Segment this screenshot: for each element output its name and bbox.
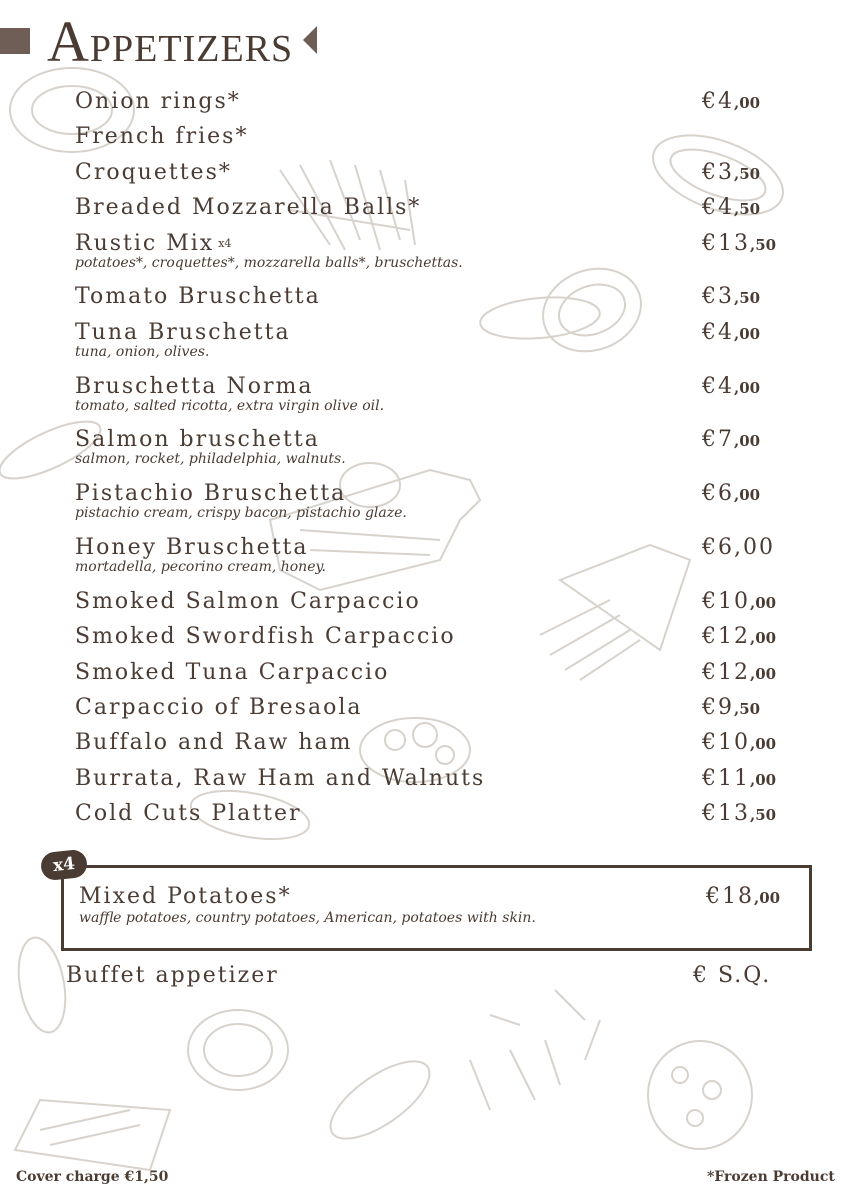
- item-name: Buffalo and Raw ham: [75, 730, 353, 755]
- menu-item: [75, 801, 775, 827]
- price-cents: ,00: [750, 629, 777, 647]
- menu-item: [75, 427, 775, 467]
- buffet-item-price: € S.Q.: [693, 963, 772, 988]
- item-price: [702, 231, 776, 258]
- price-cents: ,50: [734, 700, 761, 718]
- menu-item: [75, 535, 775, 575]
- item-price: [702, 427, 760, 454]
- page-title-rest: PPETIZERS: [89, 28, 294, 70]
- price-main: €3: [702, 160, 734, 185]
- item-name: Honey Bruschetta: [75, 535, 309, 560]
- item-name: Burrata, Raw Ham and Walnuts: [75, 766, 486, 791]
- price-main: €13: [702, 231, 750, 256]
- title-arrow-icon: [303, 26, 317, 54]
- buffet-item-name: Buffet appetizer: [66, 963, 279, 988]
- item-name: Pistachio Bruschetta: [75, 481, 347, 506]
- menu-item: [75, 481, 775, 521]
- item-price: [702, 481, 760, 508]
- featured-item-price: [706, 884, 780, 911]
- header-accent-bar: [0, 28, 30, 54]
- item-price: [702, 660, 776, 687]
- pickle-sketch: [319, 1047, 442, 1153]
- price-main: €4: [702, 320, 734, 345]
- menu-item: [75, 695, 775, 721]
- item-price: [702, 730, 776, 757]
- item-description: salmon, rocket, philadelphia, walnuts.: [75, 451, 346, 467]
- price-cents: ,50: [750, 236, 777, 254]
- price-cents: ,00: [734, 486, 761, 504]
- item-name-text: Rustic Mix: [75, 231, 215, 256]
- quantity-badge: x4: [40, 849, 89, 882]
- item-name: Tomato Bruschetta: [75, 284, 321, 309]
- item-name: Smoked Tuna Carpaccio: [75, 660, 390, 685]
- board-fries-sketch: [15, 1100, 170, 1170]
- menu-item: [75, 660, 775, 686]
- price-cents: ,00: [734, 379, 761, 397]
- item-description: pistachio cream, crispy bacon, pistachio glaze.: [75, 505, 407, 521]
- menu-item: [75, 195, 775, 221]
- item-name: Bruschetta Norma: [75, 374, 314, 399]
- item-name: [75, 231, 775, 257]
- price-main: €3: [702, 284, 734, 309]
- menu-item: [75, 284, 775, 310]
- item-price: [702, 624, 776, 651]
- price-main: €9: [702, 695, 734, 720]
- onion-ring-sketch: [188, 1010, 288, 1090]
- item-name: French fries*: [75, 124, 249, 149]
- item-price: [702, 89, 760, 116]
- item-name: Smoked Swordfish Carpaccio: [75, 624, 456, 649]
- item-name: Salmon bruschetta: [75, 427, 320, 452]
- menu-item: [75, 589, 775, 615]
- frozen-product-note: *Frozen Product: [707, 1169, 835, 1185]
- item-name: Smoked Salmon Carpaccio: [75, 589, 421, 614]
- menu-item: [75, 766, 775, 792]
- price-cents: ,00: [750, 735, 777, 753]
- price-cents: ,00: [750, 665, 777, 683]
- item-description: tuna, onion, olives.: [75, 344, 210, 360]
- item-price: [702, 535, 775, 562]
- item-price: [702, 374, 760, 401]
- price-cents: ,00: [734, 94, 761, 112]
- price-main: €4: [702, 89, 734, 114]
- price-main: €12: [702, 660, 750, 685]
- price-main: €12: [702, 624, 750, 649]
- price-main: €7: [702, 427, 734, 452]
- pizza-sketch: [648, 1041, 752, 1149]
- item-description: tomato, salted ricotta, extra virgin olive oil.: [75, 398, 385, 414]
- item-price: [702, 160, 760, 187]
- fries-sketch: [470, 990, 600, 1110]
- featured-item-description: waffle potatoes, country potatoes, American, potatoes with skin.: [79, 910, 536, 926]
- price-main: €6,00: [702, 535, 775, 560]
- price-cents: ,00: [750, 771, 777, 789]
- price-main: €10: [702, 589, 750, 614]
- item-name: Breaded Mozzarella Balls*: [75, 195, 422, 220]
- item-price: [702, 766, 776, 793]
- item-price: [702, 195, 760, 222]
- price-cents: ,50: [734, 289, 761, 307]
- item-name: Onion rings*: [75, 89, 241, 114]
- price-main: €4: [702, 374, 734, 399]
- price-cents: ,50: [750, 806, 777, 824]
- menu-item: [75, 374, 775, 414]
- price-main: €4: [702, 195, 734, 220]
- page-title: [47, 9, 294, 79]
- menu-item: [75, 320, 775, 360]
- menu-item: [75, 124, 775, 150]
- menu-item: [75, 730, 775, 756]
- price-cents: ,50: [734, 200, 761, 218]
- menu-item: [75, 89, 775, 115]
- item-quantity: x4: [218, 237, 232, 250]
- price-cents: ,00: [754, 889, 781, 907]
- item-price: [702, 695, 760, 722]
- item-price: [702, 320, 760, 347]
- cover-charge-note: Cover charge €1,50: [16, 1169, 169, 1185]
- item-name: Carpaccio of Bresaola: [75, 695, 363, 720]
- price-main: €13: [702, 801, 750, 826]
- item-price: [702, 284, 760, 311]
- price-main: €10: [702, 730, 750, 755]
- price-main: €18: [706, 884, 754, 909]
- price-cents: ,50: [734, 165, 761, 183]
- item-name: Tuna Bruschetta: [75, 320, 291, 345]
- price-cents: ,00: [734, 432, 761, 450]
- item-name: Cold Cuts Platter: [75, 801, 302, 826]
- menu-item: [75, 231, 775, 271]
- item-price: [702, 801, 776, 828]
- price-cents: ,00: [734, 325, 761, 343]
- price-cents: ,00: [750, 594, 777, 612]
- price-main: €6: [702, 481, 734, 506]
- item-description: mortadella, pecorino cream, honey.: [75, 559, 326, 575]
- menu-item: [75, 624, 775, 650]
- menu-item: [75, 160, 775, 186]
- item-name: Croquettes*: [75, 160, 232, 185]
- page-title-initial: A: [47, 9, 90, 74]
- featured-item-name: Mixed Potatoes*: [79, 884, 292, 909]
- item-price: [702, 589, 776, 616]
- item-description: potatoes*, croquettes*, mozzarella balls*, bruschettas.: [75, 255, 463, 271]
- price-main: €11: [702, 766, 750, 791]
